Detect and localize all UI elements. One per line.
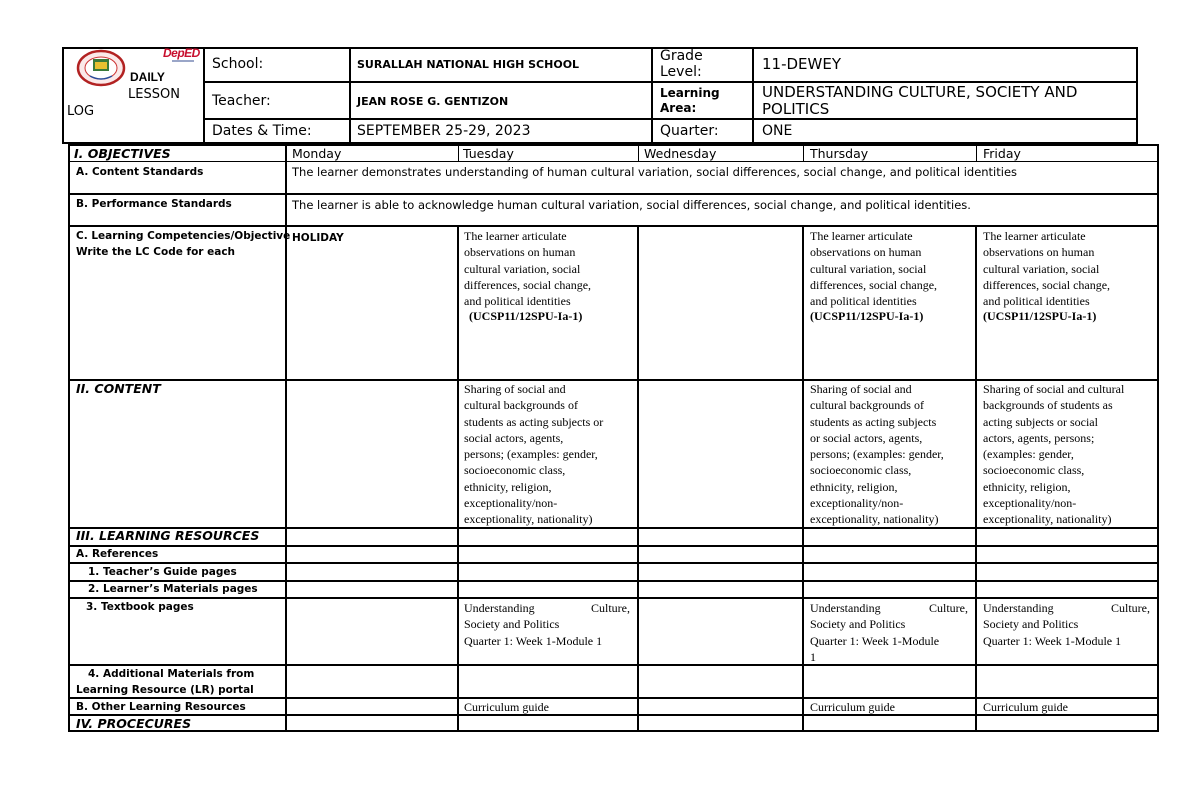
header-divider xyxy=(349,47,351,144)
header-divider xyxy=(752,47,754,144)
performance-standards-text: The learner is able to acknowledge human cultural variation, social differences, social change, and political identities. xyxy=(292,198,971,212)
thursday-other-resources: Curriculum guide xyxy=(810,700,895,714)
section-content: II. CONTENT xyxy=(76,381,161,396)
lc-code: (UCSP11/12SPU-Ia-1) xyxy=(469,309,583,324)
header-divider xyxy=(203,118,1138,120)
friday-other-resources: Curriculum guide xyxy=(983,700,1068,714)
dll-title-lesson: LESSON xyxy=(128,87,180,102)
quarter-value: ONE xyxy=(762,123,793,139)
column-divider xyxy=(976,144,977,162)
section-procedures: IV. PROCECURES xyxy=(76,716,192,731)
teacher-value: JEAN ROSE G. GENTIZON xyxy=(357,95,509,108)
performance-standards-label: B. Performance Standards xyxy=(76,198,232,210)
teachers-guide-label: 1. Teacher’s Guide pages xyxy=(88,566,237,578)
row-divider xyxy=(68,225,1159,227)
references-label: A. References xyxy=(76,548,159,560)
column-divider xyxy=(803,144,804,162)
thursday-content: Sharing of social and cultural backgrounds of students as acting subjects or social actors, agents, persons; (examples: gender, socioeconomic class, ethnicity, religion, exceptionality/non- exceptionality, nationality) xyxy=(810,382,944,527)
content-standards-text: The learner demonstrates understanding of human cultural variation, social differences, social change, and political identities xyxy=(292,165,1018,179)
thursday-competency: The learner articulate observations on human cultural variation, social differences, social change, and political identities (UCSP11/12SPU-Ia-1) xyxy=(810,229,938,324)
other-resources-label: B. Other Learning Resources xyxy=(76,701,246,713)
friday-textbook: Understanding Culture, Society and Politics Quarter 1: Week 1-Module 1 xyxy=(983,601,1150,648)
monday-holiday: HOLIDAY xyxy=(292,232,344,244)
dates-value: SEPTEMBER 25-29, 2023 xyxy=(357,123,531,139)
dll-title-daily: DAILY xyxy=(130,70,165,84)
column-divider xyxy=(457,226,459,732)
learning-area-value: UNDERSTANDING CULTURE, SOCIETY AND POLITICS xyxy=(762,83,1078,118)
column-divider xyxy=(638,144,639,162)
textbook-label: 3. Textbook pages xyxy=(86,601,194,613)
lc-code: (UCSP11/12SPU-Ia-1) xyxy=(983,309,1097,324)
column-divider xyxy=(458,144,459,162)
competencies-label: C. Learning Competencies/Objective Write the LC Code for each xyxy=(76,230,291,258)
deped-logo-underline xyxy=(172,60,194,62)
day-header-thursday: Thursday xyxy=(810,146,869,161)
column-divider xyxy=(802,226,804,732)
lc-code: (UCSP11/12SPU-Ia-1) xyxy=(810,309,924,324)
deped-logo: DepED xyxy=(163,46,200,60)
school-seal-logo xyxy=(76,49,126,87)
row-divider xyxy=(68,161,1159,162)
thursday-textbook: Understanding Culture, Society and Politics Quarter 1: Week 1-Module 1 xyxy=(810,601,968,664)
grade-value: 11-DEWEY xyxy=(762,55,841,73)
day-header-wednesday: Wednesday xyxy=(644,146,717,161)
teacher-label: Teacher: xyxy=(212,93,271,109)
learners-materials-label: 2. Learner’s Materials pages xyxy=(88,583,258,595)
column-divider xyxy=(637,226,639,732)
tuesday-content: Sharing of social and cultural backgrounds of students as acting subjects or social actors, agents, persons; (examples: gender, socioeconomic class, ethnicity, religion, exceptionality/non- exceptionality, nationality) xyxy=(464,382,604,527)
tuesday-other-resources: Curriculum guide xyxy=(464,700,549,714)
row-divider xyxy=(68,545,1159,547)
school-label: School: xyxy=(212,56,264,72)
row-divider xyxy=(68,597,1159,599)
day-header-tuesday: Tuesday xyxy=(463,146,514,161)
tuesday-competency: The learner articulate observations on human cultural variation, social differences, social change, and political identities (UCSP11/12SPU-Ia-1) xyxy=(464,229,592,324)
additional-materials-label: 4. Additional Materials from Learning Resource (LR) portal xyxy=(76,668,255,696)
dll-title-log: LOG xyxy=(67,104,95,119)
row-divider xyxy=(68,193,1159,195)
header-divider xyxy=(651,47,653,144)
quarter-label: Quarter: xyxy=(660,123,719,139)
dates-label: Dates & Time: xyxy=(212,123,312,139)
column-divider xyxy=(975,226,977,732)
tuesday-textbook: Understanding Culture, Society and Politics Quarter 1: Week 1-Module 1 xyxy=(464,601,630,648)
friday-content: Sharing of social and cultural backgrounds of students as acting subjects or social actors, agents, persons; (examples: gender, socioeconomic class, ethnicity, religion, exceptionality/non- exceptionality, nationality) xyxy=(983,382,1125,527)
header-divider xyxy=(203,47,205,144)
day-header-friday: Friday xyxy=(983,146,1021,161)
section-learning-resources: III. LEARNING RESOURCES xyxy=(76,528,260,543)
grade-label: Grade Level: xyxy=(660,48,703,80)
learning-area-label: Learning Area: xyxy=(660,86,720,115)
school-value: SURALLAH NATIONAL HIGH SCHOOL xyxy=(357,58,580,71)
friday-competency: The learner articulate observations on human cultural variation, social differences, social change, and political identities (UCSP11/12SPU-Ia-1) xyxy=(983,229,1111,324)
section-objectives: I. OBJECTIVES xyxy=(74,146,171,161)
content-standards-label: A. Content Standards xyxy=(76,166,204,178)
day-header-monday: Monday xyxy=(292,146,342,161)
